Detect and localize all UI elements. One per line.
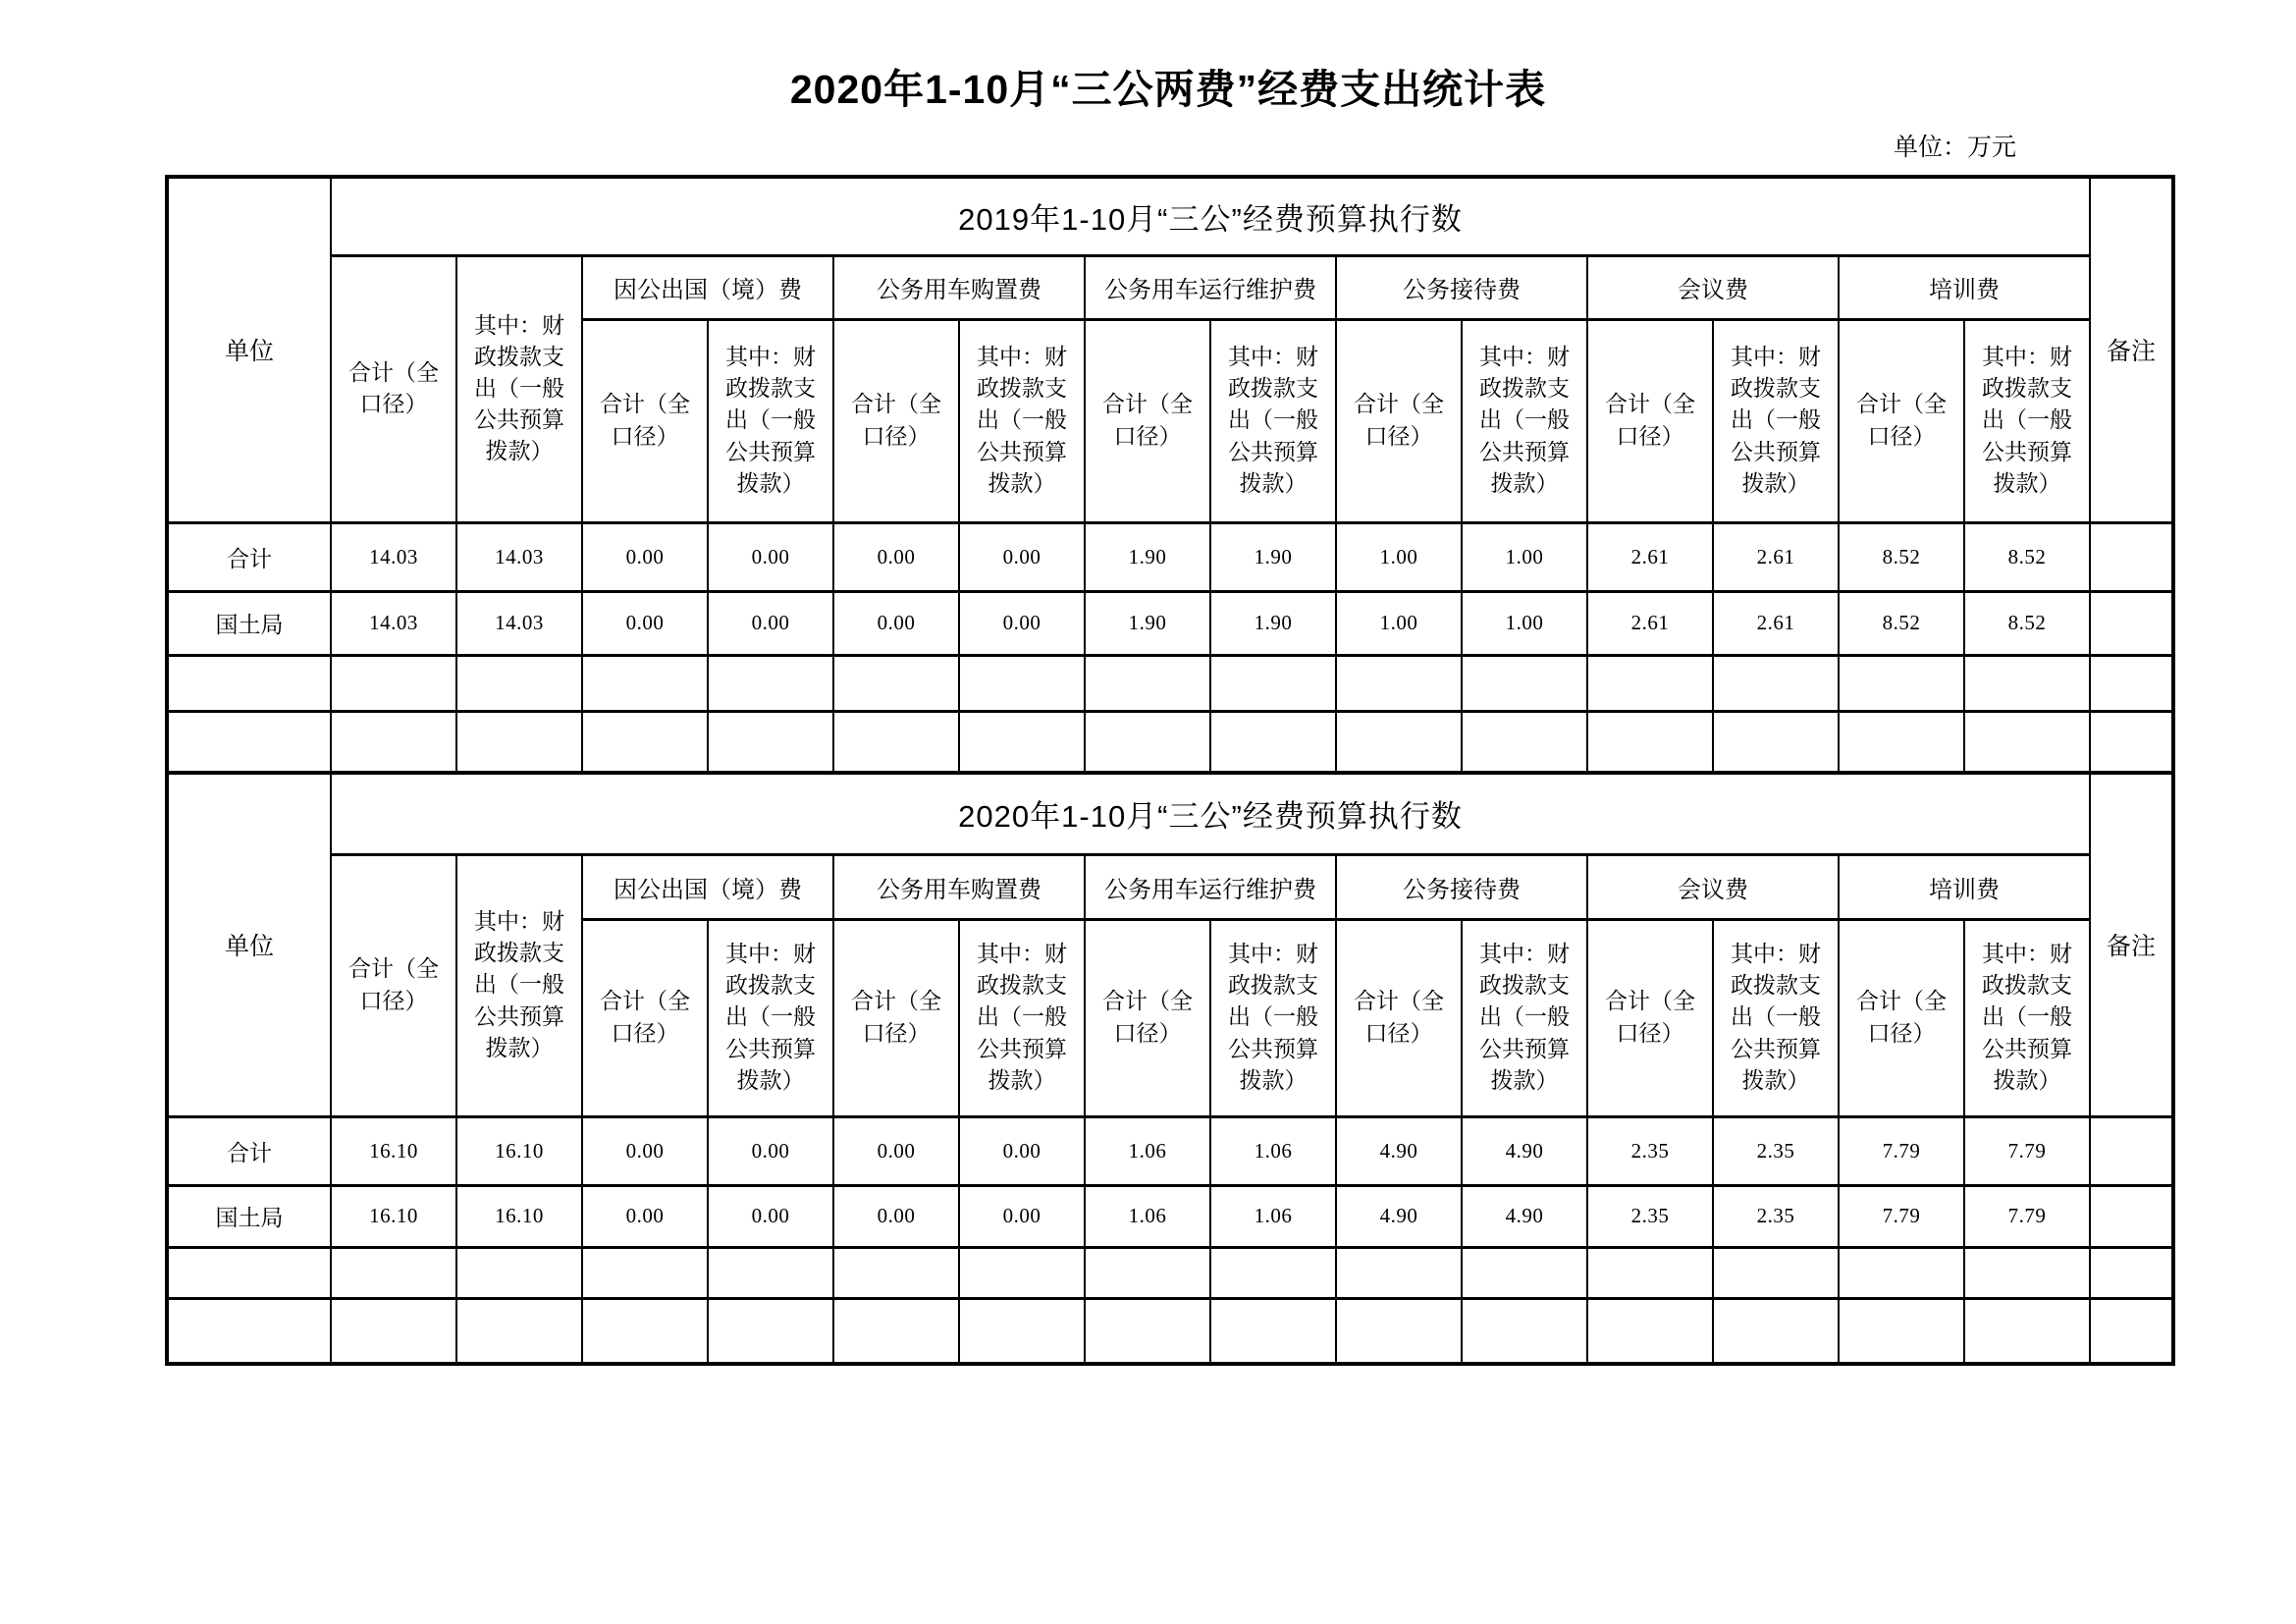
value-cell: 14.03 xyxy=(456,522,582,591)
value-cell xyxy=(833,655,959,711)
header-row-categories xyxy=(167,255,2173,319)
category-header-2: 公务用车运行维护费 xyxy=(1085,255,1336,319)
sub-total-header-0: 合计（全口径） xyxy=(582,919,708,1116)
remark-column-header: 备注 xyxy=(2090,773,2173,1116)
value-cell xyxy=(1336,1298,1462,1364)
value-cell xyxy=(1713,1247,1839,1298)
value-cell: 1.00 xyxy=(1336,522,1462,591)
value-cell xyxy=(331,1247,456,1298)
value-cell: 1.00 xyxy=(1336,591,1462,655)
sub-fiscal-header-4: 其中：财政拨款支出（一般公共预算拨款） xyxy=(1713,319,1839,522)
category-header-4: 会议费 xyxy=(1587,255,1839,319)
value-cell: 1.06 xyxy=(1085,1116,1210,1185)
value-cell: 2.35 xyxy=(1713,1185,1839,1247)
unit-column-header: 单位 xyxy=(167,773,331,1116)
category-header-2: 公务用车运行维护费 xyxy=(1085,854,1336,919)
table-row xyxy=(167,522,2173,591)
value-cell: 0.00 xyxy=(582,1185,708,1247)
section-title: 2020年1-10月“三公”经费预算执行数 xyxy=(331,773,2090,854)
value-cell: 1.06 xyxy=(1085,1185,1210,1247)
category-header-5: 培训费 xyxy=(1839,854,2090,919)
table-row xyxy=(167,655,2173,711)
sub-total-header-2: 合计（全口径） xyxy=(1085,319,1210,522)
value-cell xyxy=(1587,655,1713,711)
unit-column-header: 单位 xyxy=(167,177,331,522)
value-cell xyxy=(833,1247,959,1298)
page-title: 2020年1-10月“三公两费”经费支出统计表 xyxy=(789,67,1547,112)
value-cell xyxy=(331,711,456,773)
value-cell xyxy=(331,1298,456,1364)
value-cell xyxy=(1462,711,1587,773)
value-cell: 7.79 xyxy=(1839,1185,1964,1247)
value-cell: 2.35 xyxy=(1713,1116,1839,1185)
sub-fiscal-header-2: 其中：财政拨款支出（一般公共预算拨款） xyxy=(1210,919,1336,1116)
remark-cell xyxy=(2090,1298,2173,1364)
sub-fiscal-header-3: 其中：财政拨款支出（一般公共预算拨款） xyxy=(1462,919,1587,1116)
category-header-1: 公务用车购置费 xyxy=(833,854,1085,919)
sub-total-header-4: 合计（全口径） xyxy=(1587,919,1713,1116)
row-label xyxy=(167,1298,331,1364)
value-cell: 8.52 xyxy=(1839,522,1964,591)
category-header-5: 培训费 xyxy=(1839,255,2090,319)
value-cell xyxy=(1839,1247,1964,1298)
sub-fiscal-header-1: 其中：财政拨款支出（一般公共预算拨款） xyxy=(959,919,1085,1116)
value-cell: 4.90 xyxy=(1336,1185,1462,1247)
value-cell: 16.10 xyxy=(331,1116,456,1185)
value-cell: 8.52 xyxy=(1964,522,2090,591)
value-cell: 0.00 xyxy=(582,591,708,655)
value-cell: 16.10 xyxy=(456,1116,582,1185)
value-cell: 2.35 xyxy=(1587,1185,1713,1247)
value-cell: 16.10 xyxy=(456,1185,582,1247)
fiscal-appropriation-header: 其中：财政拨款支出（一般公共预算拨款） xyxy=(456,255,582,522)
remark-cell xyxy=(2090,655,2173,711)
value-cell xyxy=(1336,711,1462,773)
remark-cell xyxy=(2090,1185,2173,1247)
value-cell xyxy=(708,1247,833,1298)
value-cell: 0.00 xyxy=(959,1185,1085,1247)
section-title: 2019年1-10月“三公”经费预算执行数 xyxy=(331,177,2090,255)
remark-cell xyxy=(2090,1247,2173,1298)
value-cell: 1.06 xyxy=(1210,1116,1336,1185)
sub-fiscal-header-5: 其中：财政拨款支出（一般公共预算拨款） xyxy=(1964,919,2090,1116)
sub-fiscal-header-0: 其中：财政拨款支出（一般公共预算拨款） xyxy=(708,319,833,522)
value-cell: 0.00 xyxy=(833,1185,959,1247)
value-cell xyxy=(456,655,582,711)
value-cell xyxy=(1462,655,1587,711)
category-header-0: 因公出国（境）费 xyxy=(582,854,833,919)
value-cell: 0.00 xyxy=(582,522,708,591)
value-cell: 1.00 xyxy=(1462,522,1587,591)
value-cell: 7.79 xyxy=(1964,1185,2090,1247)
sub-total-header-1: 合计（全口径） xyxy=(833,919,959,1116)
sub-fiscal-header-5: 其中：财政拨款支出（一般公共预算拨款） xyxy=(1964,319,2090,522)
value-cell xyxy=(1964,711,2090,773)
row-label xyxy=(167,655,331,711)
value-cell: 8.52 xyxy=(1839,591,1964,655)
value-cell xyxy=(1210,1298,1336,1364)
value-cell: 1.00 xyxy=(1462,591,1587,655)
value-cell: 0.00 xyxy=(959,522,1085,591)
remark-cell xyxy=(2090,522,2173,591)
sub-total-header-5: 合计（全口径） xyxy=(1839,319,1964,522)
category-header-0: 因公出国（境）费 xyxy=(582,255,833,319)
value-cell xyxy=(1713,1298,1839,1364)
value-cell xyxy=(833,711,959,773)
sub-fiscal-header-2: 其中：财政拨款支出（一般公共预算拨款） xyxy=(1210,319,1336,522)
header-row-title xyxy=(167,177,2173,255)
sub-fiscal-header-1: 其中：财政拨款支出（一般公共预算拨款） xyxy=(959,319,1085,522)
value-cell xyxy=(1839,711,1964,773)
row-label xyxy=(167,711,331,773)
statistics-tables xyxy=(165,175,2175,1366)
sub-total-header-1: 合计（全口径） xyxy=(833,319,959,522)
value-cell xyxy=(959,655,1085,711)
table-row xyxy=(167,1185,2173,1247)
value-cell xyxy=(1587,1298,1713,1364)
value-cell: 14.03 xyxy=(331,591,456,655)
value-cell xyxy=(1964,655,2090,711)
value-cell xyxy=(1964,1298,2090,1364)
value-cell: 16.10 xyxy=(331,1185,456,1247)
row-label: 合计 xyxy=(167,522,331,591)
fiscal-appropriation-header: 其中：财政拨款支出（一般公共预算拨款） xyxy=(456,854,582,1116)
sub-total-header-3: 合计（全口径） xyxy=(1336,919,1462,1116)
value-cell: 2.61 xyxy=(1713,522,1839,591)
header-row-categories xyxy=(167,854,2173,919)
total-allcaliber-header: 合计（全口径） xyxy=(331,854,456,1116)
value-cell xyxy=(582,1247,708,1298)
value-cell: 0.00 xyxy=(708,522,833,591)
value-cell xyxy=(959,711,1085,773)
expense-table-0 xyxy=(165,175,2175,775)
sub-total-header-4: 合计（全口径） xyxy=(1587,319,1713,522)
sub-total-header-3: 合计（全口径） xyxy=(1336,319,1462,522)
row-label xyxy=(167,1247,331,1298)
value-cell xyxy=(1085,711,1210,773)
value-cell: 4.90 xyxy=(1462,1116,1587,1185)
value-cell xyxy=(331,655,456,711)
value-cell: 2.61 xyxy=(1713,591,1839,655)
value-cell: 2.61 xyxy=(1587,591,1713,655)
value-cell: 0.00 xyxy=(833,522,959,591)
value-cell xyxy=(708,655,833,711)
value-cell: 1.90 xyxy=(1210,522,1336,591)
value-cell xyxy=(1839,655,1964,711)
value-cell xyxy=(1210,655,1336,711)
value-cell: 1.06 xyxy=(1210,1185,1336,1247)
value-cell xyxy=(456,1298,582,1364)
value-cell xyxy=(1713,711,1839,773)
value-cell: 7.79 xyxy=(1839,1116,1964,1185)
value-cell xyxy=(1210,1247,1336,1298)
remark-column-header: 备注 xyxy=(2090,177,2173,522)
remark-cell xyxy=(2090,1116,2173,1185)
value-cell: 0.00 xyxy=(708,1116,833,1185)
value-cell: 0.00 xyxy=(708,591,833,655)
value-cell: 1.90 xyxy=(1085,591,1210,655)
value-cell xyxy=(1210,711,1336,773)
value-cell xyxy=(708,711,833,773)
header-row-title xyxy=(167,773,2173,854)
value-cell: 4.90 xyxy=(1462,1185,1587,1247)
table-row xyxy=(167,711,2173,773)
value-cell xyxy=(1587,1247,1713,1298)
sub-fiscal-header-0: 其中：财政拨款支出（一般公共预算拨款） xyxy=(708,919,833,1116)
value-cell xyxy=(1839,1298,1964,1364)
table-row xyxy=(167,1116,2173,1185)
value-cell xyxy=(833,1298,959,1364)
value-cell: 1.90 xyxy=(1085,522,1210,591)
row-label: 合计 xyxy=(167,1116,331,1185)
value-cell xyxy=(708,1298,833,1364)
value-cell: 0.00 xyxy=(959,1116,1085,1185)
sub-total-header-2: 合计（全口径） xyxy=(1085,919,1210,1116)
value-cell: 1.90 xyxy=(1210,591,1336,655)
value-cell xyxy=(1085,1247,1210,1298)
remark-cell xyxy=(2090,711,2173,773)
value-cell: 4.90 xyxy=(1336,1116,1462,1185)
value-cell xyxy=(582,1298,708,1364)
remark-cell xyxy=(2090,591,2173,655)
category-header-3: 公务接待费 xyxy=(1336,255,1587,319)
table-row xyxy=(167,1247,2173,1298)
value-cell xyxy=(582,711,708,773)
value-cell xyxy=(456,1247,582,1298)
value-cell xyxy=(1336,655,1462,711)
value-cell xyxy=(1462,1247,1587,1298)
category-header-3: 公务接待费 xyxy=(1336,854,1587,919)
value-cell xyxy=(1336,1247,1462,1298)
value-cell: 0.00 xyxy=(833,591,959,655)
category-header-1: 公务用车购置费 xyxy=(833,255,1085,319)
value-cell: 8.52 xyxy=(1964,591,2090,655)
value-cell: 0.00 xyxy=(582,1116,708,1185)
row-label: 国土局 xyxy=(167,591,331,655)
value-cell xyxy=(1085,1298,1210,1364)
value-cell xyxy=(1964,1247,2090,1298)
sub-fiscal-header-4: 其中：财政拨款支出（一般公共预算拨款） xyxy=(1713,919,1839,1116)
value-cell xyxy=(959,1298,1085,1364)
sub-fiscal-header-3: 其中：财政拨款支出（一般公共预算拨款） xyxy=(1462,319,1587,522)
value-cell: 2.61 xyxy=(1587,522,1713,591)
value-cell xyxy=(1462,1298,1587,1364)
sub-total-header-0: 合计（全口径） xyxy=(582,319,708,522)
value-cell xyxy=(1085,655,1210,711)
row-label: 国土局 xyxy=(167,1185,331,1247)
value-cell: 0.00 xyxy=(708,1185,833,1247)
table-row xyxy=(167,1298,2173,1364)
value-cell: 14.03 xyxy=(331,522,456,591)
value-cell xyxy=(1713,655,1839,711)
value-cell: 0.00 xyxy=(959,591,1085,655)
value-cell xyxy=(959,1247,1085,1298)
unit-note: 单位：万元 xyxy=(1893,135,2016,161)
value-cell: 2.35 xyxy=(1587,1116,1713,1185)
sub-total-header-5: 合计（全口径） xyxy=(1839,919,1964,1116)
expense-table-1 xyxy=(165,771,2175,1366)
value-cell: 0.00 xyxy=(833,1116,959,1185)
value-cell: 14.03 xyxy=(456,591,582,655)
value-cell xyxy=(1587,711,1713,773)
value-cell xyxy=(456,711,582,773)
value-cell: 7.79 xyxy=(1964,1116,2090,1185)
total-allcaliber-header: 合计（全口径） xyxy=(331,255,456,522)
value-cell xyxy=(582,655,708,711)
category-header-4: 会议费 xyxy=(1587,854,1839,919)
table-row xyxy=(167,591,2173,655)
